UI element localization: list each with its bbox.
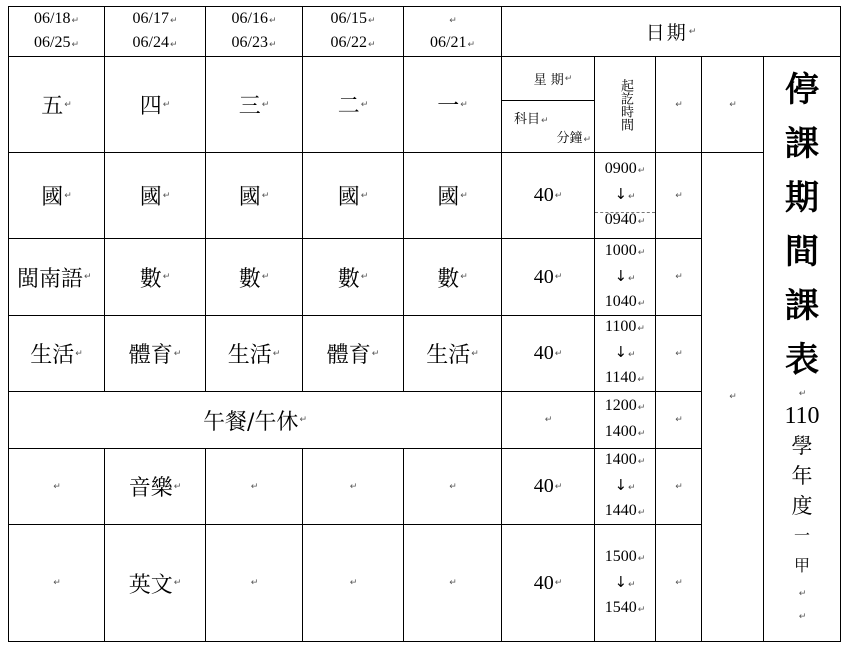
end-time: 1440: [604, 502, 637, 519]
cell-p5-thu: [105, 449, 205, 524]
cell-p5-tue: [303, 449, 403, 524]
time-lunch: [595, 392, 655, 448]
paragraph-mark: ↵: [628, 483, 636, 493]
start-time: 1000: [604, 241, 637, 259]
subject-text: 國: [238, 185, 261, 210]
date-tue-bottom: 06/22: [330, 33, 367, 51]
paragraph-mark: ↵: [564, 73, 573, 84]
paragraph-mark: ↵: [798, 389, 807, 399]
start-time: 1500: [604, 547, 637, 565]
time-p5: [595, 449, 655, 524]
paragraph-mark: ↵: [628, 350, 636, 360]
paragraph-mark: ↵: [460, 190, 468, 201]
paragraph-mark: ↵: [349, 578, 358, 588]
end-time: 0940: [604, 211, 637, 228]
paragraph-mark: ↵: [162, 190, 171, 201]
paragraph-mark: ↵: [460, 99, 468, 110]
cell-p1-fri: [9, 153, 104, 238]
paragraph-mark: ↵: [173, 348, 182, 359]
paragraph-mark: ↵: [471, 348, 479, 359]
subject-text: 體育: [128, 343, 173, 368]
paragraph-mark: ↵: [299, 415, 307, 425]
minutes-value: 40: [533, 265, 554, 288]
time-header-cell: [595, 57, 655, 152]
paragraph-mark: ↵: [637, 604, 646, 615]
lunch-cell: [9, 392, 501, 448]
cell-p1-tue: [303, 153, 403, 238]
paragraph-mark: ↵: [637, 324, 645, 334]
cell-p2-fri: [9, 239, 104, 315]
subject-text: 音樂: [128, 476, 173, 501]
time-p3: [595, 316, 655, 391]
cell-p5-mon: [404, 449, 501, 524]
time-header-label: 起訖時間: [618, 78, 633, 131]
paragraph-mark: ↵: [637, 375, 645, 385]
cell-p6-tue: [303, 525, 403, 641]
subject-text: 體育: [326, 343, 371, 368]
title-year: 110: [784, 403, 820, 429]
weekday-fri: [9, 57, 104, 152]
paragraph-mark: ↵: [449, 15, 457, 26]
cell-p3-fri: [9, 316, 104, 391]
blank-p2: [656, 239, 701, 315]
title-sub-char: 度: [791, 494, 813, 518]
corner-subject-minutes: [502, 101, 594, 152]
weekday-label: 四: [139, 94, 162, 119]
title-char: 期: [785, 178, 819, 218]
cell-p2-wed: [206, 239, 302, 315]
paragraph-mark: ↵: [675, 190, 683, 201]
paragraph-mark: ↵: [628, 273, 636, 284]
paragraph-mark: ↵: [554, 578, 563, 588]
paragraph-mark: ↵: [360, 190, 369, 201]
blank-p6: [656, 525, 701, 641]
date-fri-top: 06/18: [34, 9, 71, 27]
corner-weekday-label: [502, 57, 594, 100]
weekday-thu: [105, 57, 205, 152]
paragraph-mark: ↵: [371, 348, 380, 359]
paragraph-mark: ↵: [554, 348, 563, 359]
minutes-value: 40: [533, 475, 554, 497]
end-time: 1140: [605, 369, 637, 386]
date-cell-fri: [9, 7, 104, 56]
paragraph-mark: ↵: [628, 579, 636, 590]
blank-p5: [656, 449, 701, 524]
date-header-cell: [502, 7, 840, 56]
paragraph-mark: ↵: [460, 272, 468, 282]
title-char: 課: [785, 286, 819, 326]
paragraph-mark: ↵: [261, 99, 270, 110]
date-mon-bottom: 06/21: [430, 33, 467, 51]
paragraph-mark: ↵: [675, 415, 683, 425]
subject-text: 數: [437, 266, 460, 292]
paragraph-mark: ↵: [554, 481, 563, 492]
paragraph-mark: ↵: [71, 15, 79, 26]
paragraph-mark: ↵: [798, 589, 807, 599]
paragraph-mark: ↵: [637, 403, 646, 413]
subject-text: 數: [337, 266, 360, 292]
date-cell-tue: [303, 7, 403, 56]
minutes-lunch: [502, 392, 594, 448]
weekday-label: 五: [41, 94, 64, 119]
title-sub-char: 學: [791, 434, 813, 458]
cell-p3-thu: [105, 316, 205, 391]
weekday-wed: [206, 57, 302, 152]
date-cell-wed: [206, 7, 302, 56]
paragraph-mark: ↵: [173, 481, 182, 492]
paragraph-mark: ↵: [53, 578, 61, 588]
subject-text: 數: [238, 266, 261, 292]
title-sub-char: 一: [793, 526, 810, 545]
date-tue-top: 06/15: [330, 9, 367, 27]
paragraph-mark: ↵: [675, 272, 683, 282]
start-time: 1100: [605, 318, 637, 335]
paragraph-mark: ↵: [628, 192, 636, 202]
down-arrow-icon: ↓: [614, 476, 628, 494]
paragraph-mark: ↵: [360, 99, 369, 110]
blank-header-cell-2: [702, 57, 763, 152]
paragraph-mark: ↵: [637, 247, 646, 258]
weekday-label: 二: [337, 94, 360, 119]
paragraph-mark: ↵: [272, 348, 281, 359]
weekday-mon: [404, 57, 501, 152]
subject-text: 國: [437, 185, 460, 210]
down-arrow-icon: ↓: [614, 185, 628, 203]
subject-text: 生活: [227, 343, 272, 368]
down-arrow-icon: ↓: [614, 572, 628, 591]
paragraph-mark: ↵: [554, 272, 563, 282]
cell-p3-tue: [303, 316, 403, 391]
subject-text: 國: [139, 185, 162, 210]
paragraph-mark: ↵: [637, 508, 646, 518]
title-char: 間: [785, 232, 819, 272]
paragraph-mark: ↵: [675, 481, 683, 492]
date-fri-bottom: 06/25: [34, 33, 71, 51]
paragraph-mark: ↵: [675, 578, 683, 588]
paragraph-mark: ↵: [75, 348, 83, 359]
paragraph-mark: ↵: [688, 26, 697, 37]
date-cell-mon: [404, 7, 501, 56]
schedule-title: [764, 57, 840, 641]
paragraph-mark: ↵: [467, 39, 475, 50]
paragraph-mark: ↵: [449, 578, 457, 588]
start-time: 0900: [604, 160, 637, 177]
start-time: 1200: [604, 397, 637, 414]
time-p6: [595, 525, 655, 641]
paragraph-mark: ↵: [637, 166, 646, 176]
minutes-value: 40: [533, 342, 554, 364]
minutes-value: 40: [533, 571, 554, 594]
subject-text: 數: [139, 266, 162, 292]
date-wed-bottom: 06/23: [231, 33, 268, 51]
title-sub-char: 年: [791, 464, 813, 488]
paragraph-mark: ↵: [71, 39, 79, 50]
title-char: 表: [785, 340, 819, 380]
paragraph-mark: ↵: [64, 99, 72, 110]
paragraph-mark: ↵: [798, 612, 807, 622]
paragraph-mark: ↵: [53, 481, 61, 492]
paragraph-mark: ↵: [367, 15, 376, 26]
subject-text: 生活: [30, 343, 75, 368]
cell-p2-thu: [105, 239, 205, 315]
weekday-label-text: 星 期: [533, 73, 564, 88]
subject-text: 國: [41, 185, 64, 210]
paragraph-mark: ↵: [162, 99, 171, 110]
minutes-p3: [502, 316, 594, 391]
title-char: 停: [785, 70, 819, 110]
blank-lunch: [656, 392, 701, 448]
blank-p1: [656, 153, 701, 238]
lunch-label: 午餐/午休: [203, 409, 299, 435]
cell-p1-mon: [404, 153, 501, 238]
cell-p5-fri: [9, 449, 104, 524]
date-header-label: 日期: [645, 22, 688, 44]
paragraph-mark: ↵: [268, 39, 277, 50]
paragraph-mark: ↵: [349, 481, 358, 492]
cell-p6-fri: [9, 525, 104, 641]
end-time: 1540: [604, 598, 637, 616]
minutes-p5: [502, 449, 594, 524]
down-arrow-icon: ↓: [614, 343, 628, 361]
cell-p2-mon: [404, 239, 501, 315]
cell-p2-tue: [303, 239, 403, 315]
paragraph-mark: ↵: [173, 578, 182, 588]
paragraph-mark: ↵: [360, 272, 369, 282]
paragraph-mark: ↵: [268, 15, 277, 26]
paragraph-mark: ↵: [729, 392, 737, 402]
paragraph-mark: ↵: [637, 457, 646, 467]
time-p2: [595, 239, 655, 315]
weekday-tue: [303, 57, 403, 152]
subject-text: 英文: [128, 572, 173, 598]
date-thu-top: 06/17: [132, 9, 169, 27]
paragraph-mark: ↵: [449, 481, 457, 492]
end-time: 1400: [604, 423, 637, 440]
paragraph-mark: ↵: [637, 553, 646, 564]
subject-text: 生活: [426, 343, 471, 368]
paragraph-mark: ↵: [64, 190, 72, 201]
cell-p3-wed: [206, 316, 302, 391]
date-wed-top: 06/16: [231, 9, 268, 27]
paragraph-mark: ↵: [261, 190, 270, 201]
title-char: 課: [785, 124, 819, 164]
cell-p3-mon: [404, 316, 501, 391]
cell-p1-thu: [105, 153, 205, 238]
paragraph-mark: ↵: [637, 298, 646, 309]
paragraph-mark: ↵: [675, 99, 683, 110]
date-thu-bottom: 06/24: [132, 33, 169, 51]
paragraph-mark: ↵: [84, 272, 92, 282]
paragraph-mark: ↵: [637, 429, 646, 439]
paragraph-mark: ↵: [637, 217, 646, 227]
paragraph-mark: ↵: [261, 272, 270, 282]
end-time: 1040: [604, 292, 637, 310]
paragraph-mark: ↵: [541, 115, 549, 126]
paragraph-mark: ↵: [583, 134, 591, 145]
subject-label: 科目: [514, 111, 541, 127]
blank-header-cell-1: [656, 57, 701, 152]
paragraph-mark: ↵: [729, 99, 737, 110]
paragraph-mark: ↵: [367, 39, 376, 50]
start-time: 1400: [604, 451, 637, 468]
blank-p3: [656, 316, 701, 391]
date-cell-thu: [105, 7, 205, 56]
paragraph-mark: ↵: [169, 15, 178, 26]
minutes-label: 分鐘: [556, 130, 583, 146]
minutes-p6: [502, 525, 594, 641]
cell-p6-mon: [404, 525, 501, 641]
cell-p6-wed: [206, 525, 302, 641]
cell-p5-wed: [206, 449, 302, 524]
paragraph-mark: ↵: [544, 415, 553, 425]
cell-p1-wed: [206, 153, 302, 238]
paragraph-mark: ↵: [162, 272, 171, 282]
weekday-label: 一: [437, 94, 460, 119]
subject-text: 國: [337, 185, 360, 210]
paragraph-mark: ↵: [675, 348, 683, 359]
down-arrow-icon: ↓: [614, 266, 628, 285]
paragraph-mark: ↵: [554, 190, 563, 201]
cell-p6-thu: [105, 525, 205, 641]
minutes-p1: [502, 153, 594, 238]
weekday-label: 三: [238, 94, 261, 119]
blank-merged-column: [702, 153, 763, 641]
paragraph-mark: ↵: [169, 39, 178, 50]
title-sub-char: 甲: [793, 556, 810, 575]
paragraph-mark: ↵: [250, 481, 259, 492]
time-p1: [595, 153, 655, 238]
paragraph-mark: ↵: [250, 578, 259, 588]
minutes-p2: [502, 239, 594, 315]
minutes-value: 40: [533, 184, 554, 206]
subject-text: 閩南語: [17, 266, 84, 292]
